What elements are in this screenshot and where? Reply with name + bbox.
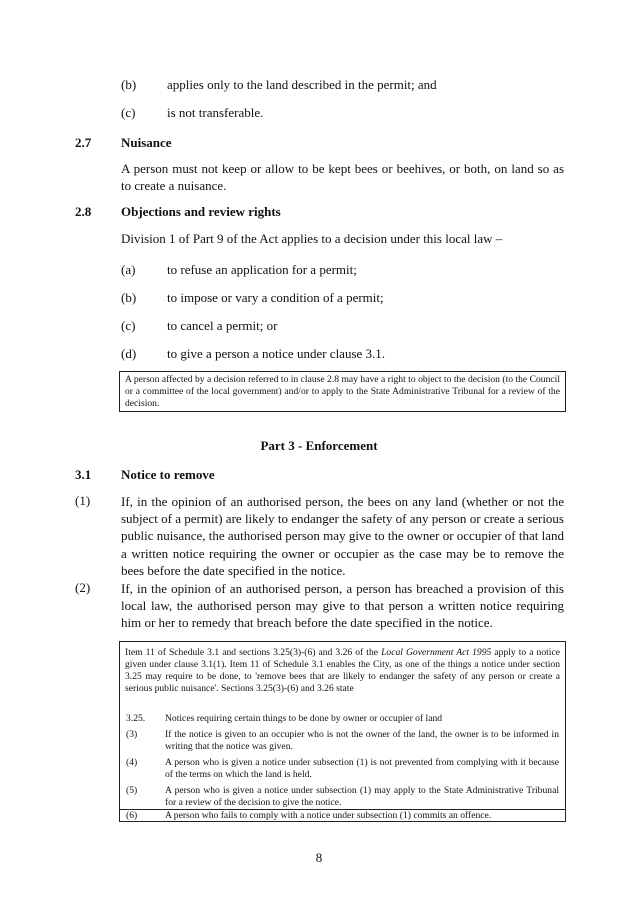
subsection-number: (6) [126,810,138,821]
list-item-text: to give a person a notice under clause 3.1. [167,346,386,361]
page-number: 8 [315,850,323,865]
section-number: 3.25. [126,713,146,724]
subsection-text: A person who is given a notice under subsection (1) may apply to the State Administrative Tribunal for a review of the decision to give the notice. [165,785,559,808]
list-item-text: applies only to the land described in the permit; and [167,77,437,92]
paragraph-text: If, in the opinion of an authorised person, the bees on any land (whether or not the subject of a permit) are likely to endanger the safety of any person or create a serious public nuisance, the authorised person may give to the owner or occupier of that land a written notice requiring the owner or occupier as the case may be to remove the bees before the date specified in the notice. [121,494,564,578]
section-heading: Objections and review rights [121,204,281,219]
section-body: A person must not keep or allow to be kept bees or beehives, or both, on land so as to create a nuisance. [121,161,564,194]
list-item-text: to cancel a permit; or [167,318,278,333]
note-text: apply to a notice given under clause 3.1(1). Item 11 of Schedule 3.1 enables the City, as one of the things a notice under section 3.25 may require to be done, to 'remove bees that are likely to endanger the safety of any person or create a serious public nuisance'. Sections 3.25(3)-(6) and 3.26 state [125,647,560,694]
list-item-number: (c) [121,318,136,333]
list-item-text: is not transferable. [167,105,264,120]
list-item-number: (c) [121,105,136,120]
subsection-number: (4) [126,757,138,768]
part-title: Part 3 - Enforcement [260,438,378,453]
section-heading: Notice to remove [121,467,215,482]
paragraph-number: (1) [75,493,91,508]
section-intro: Division 1 of Part 9 of the Act applies to a decision under this local law – [121,231,503,246]
subsection-text: If the notice is given to an occupier who is not the owner of the land, the owner is to be informed in writing that the notice was given. [165,729,559,752]
note-text: Item 11 of Schedule 3.1 and sections 3.25(3)-(6) and 3.26 of the [125,647,382,658]
list-item-text: to impose or vary a condition of a permit; [167,290,384,305]
note-text: A person affected by a decision referred to in clause 2.8 may have a right to object to the decision (to the Council or a committee of the local government) and/or to apply to the State Administrative Tribunal for a review of the decision. [125,374,560,409]
section-number: 2.8 [75,204,92,219]
subsection-number: (5) [126,785,138,796]
statute-note-lead [125,647,560,695]
list-item-number: (b) [121,290,137,305]
statute-note-box [119,641,566,822]
paragraph-text: If, in the opinion of an authorised person, a person has breached a provision of this local law, the authorised person may give to that person a written notice requiring him or her to remedy that breach before the date specified in the notice. [121,581,564,631]
section-number: 2.7 [75,135,92,150]
section-title: Notices requiring certain things to be done by owner or occupier of land [165,713,443,724]
note-box [119,371,566,412]
subsection-text: A person who is given a notice under subsection (1) is not prevented from complying with it because of the terms on which the land is held. [165,757,559,780]
list-item-number: (a) [121,262,136,277]
subsection-number: (3) [126,729,138,740]
list-item-number: (d) [121,346,137,361]
list-item-number: (b) [121,77,137,92]
section-heading: Nuisance [121,135,172,150]
section-number: 3.1 [75,467,92,482]
paragraph-number: (2) [75,580,91,595]
act-name: Local Government Act 1995 [381,647,492,658]
subsection-text: A person who fails to comply with a notice under subsection (1) commits an offence. [165,810,492,821]
list-item-text: to refuse an application for a permit; [167,262,357,277]
